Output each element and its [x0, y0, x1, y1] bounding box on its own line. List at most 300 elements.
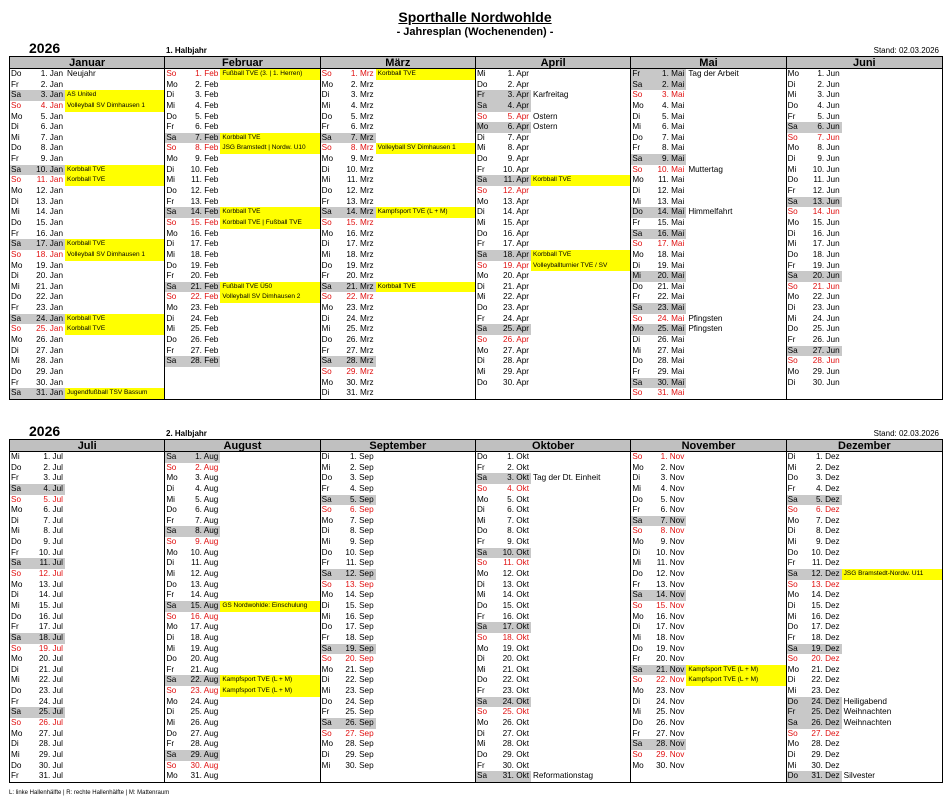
day-date: 31. Jan — [30, 388, 65, 399]
weekday: Di — [476, 579, 485, 589]
day-row — [10, 537, 164, 548]
weekday: Sa — [321, 644, 341, 655]
day-row — [631, 261, 785, 272]
day-row — [631, 495, 785, 506]
day-note — [531, 495, 630, 506]
weekday: Mi — [787, 537, 797, 547]
weekday: So — [632, 452, 643, 461]
day-row — [787, 569, 942, 580]
day-note — [531, 154, 630, 165]
day-row — [10, 590, 164, 601]
day-date: 13. Aug — [190, 579, 219, 589]
weekday: Mi — [476, 590, 486, 600]
weekday: Sa — [631, 80, 651, 91]
day-note — [220, 633, 319, 644]
day-row — [10, 675, 164, 686]
day-date: 24. Okt — [496, 697, 531, 708]
day-date: 4. Feb — [195, 100, 219, 110]
day-note — [220, 452, 319, 463]
day-date: 27. Nov — [656, 728, 685, 738]
day-note — [531, 207, 630, 218]
day-note — [842, 633, 942, 644]
weekday: Di — [321, 749, 330, 759]
month-name: Februar — [165, 57, 319, 69]
day-note — [531, 590, 630, 601]
day-date: 22. Mai — [657, 292, 685, 302]
weekday: Mi — [321, 537, 331, 547]
day-row — [476, 452, 630, 463]
weekday: Mo — [11, 654, 23, 664]
day-row — [476, 505, 630, 516]
day-note — [65, 292, 164, 303]
day-note — [842, 186, 942, 197]
day-date: 5. Sep — [341, 495, 376, 506]
day-date: 3. Mai — [662, 90, 685, 100]
day-row — [165, 261, 319, 272]
day-row — [10, 484, 164, 495]
stand-date: Stand: 02.03.2026 — [873, 429, 939, 438]
day-date: 27. Jul — [38, 728, 63, 738]
day-date: 7. Apr — [507, 132, 529, 142]
day-date: 2. Jun — [817, 79, 840, 89]
day-date: 8. Jun — [817, 143, 840, 153]
day-date: 13. Jun — [807, 197, 842, 208]
day-row — [165, 165, 319, 176]
day-row — [787, 537, 942, 548]
day-row — [165, 665, 319, 676]
day-date: 1. Dez — [815, 452, 840, 461]
day-note — [376, 601, 475, 612]
weekday: Do — [787, 547, 799, 557]
day-date: 1. Aug — [185, 452, 220, 463]
weekday: Fr — [11, 303, 19, 313]
day-row — [476, 707, 630, 718]
weekday: Mi — [11, 281, 20, 291]
day-note — [376, 654, 475, 665]
day-row — [631, 686, 785, 697]
day-date: 30. Okt — [502, 760, 529, 770]
weekday: Do — [787, 100, 799, 110]
day-row — [165, 356, 319, 367]
weekday: Mo — [321, 228, 334, 238]
weekday: Mo — [11, 335, 23, 345]
day-row — [321, 133, 475, 144]
weekday: So — [632, 313, 643, 323]
day-note — [842, 282, 942, 293]
weekday: Sa — [165, 601, 185, 612]
day-date: 20. Dez — [811, 654, 840, 664]
day-note — [686, 569, 785, 580]
weekday: So — [11, 494, 22, 504]
weekday: Fr — [11, 622, 19, 632]
day-note — [531, 197, 630, 208]
day-note — [376, 537, 475, 548]
day-note — [686, 463, 785, 474]
day-date: 25. Apr — [496, 324, 531, 335]
day-date: 3. Jan — [30, 90, 65, 101]
day-row — [10, 473, 164, 484]
day-date: 18. Jan — [36, 249, 63, 259]
day-row — [631, 250, 785, 261]
day-row — [165, 473, 319, 484]
weekday: Fr — [321, 196, 330, 206]
weekday: Di — [787, 228, 796, 238]
weekday: So — [476, 483, 487, 493]
weekday: Mi — [476, 292, 486, 302]
day-date: 4. Aug — [195, 483, 219, 493]
day-note: Tag der Dt. Einheit — [532, 473, 601, 483]
day-row — [631, 622, 785, 633]
weekday: So — [787, 207, 798, 217]
weekday: Do — [632, 569, 643, 579]
half-label: 2. Halbjahr — [166, 429, 207, 438]
day-row — [10, 154, 164, 165]
day-row — [165, 303, 319, 314]
weekday: Fr — [631, 69, 651, 80]
day-date: 26. Jul — [38, 718, 63, 728]
day-note — [686, 154, 785, 165]
day-date: 1. Jul — [43, 452, 63, 461]
day-row — [476, 654, 630, 665]
weekday: Di — [11, 271, 19, 281]
day-date: 7. Mrz — [341, 133, 376, 144]
day-row — [10, 207, 164, 218]
day-row — [10, 761, 164, 772]
day-row — [321, 718, 475, 729]
month-column — [476, 440, 631, 782]
month-column — [631, 440, 786, 782]
day-row — [10, 335, 164, 346]
day-date: 29. Nov — [656, 749, 685, 759]
day-note — [376, 697, 475, 708]
day-date: 15. Jul — [38, 600, 63, 610]
day-note — [376, 718, 475, 729]
day-date: 26. Jun — [812, 335, 840, 345]
weekday: Fr — [632, 366, 641, 376]
day-note — [686, 590, 785, 601]
weekday: So — [476, 632, 487, 642]
weekday: Sa — [631, 739, 651, 750]
day-row — [631, 388, 785, 399]
weekday: Fr — [166, 345, 175, 355]
day-date: 21. Sep — [345, 664, 374, 674]
day-row — [321, 601, 475, 612]
day-date: 30. Sep — [345, 760, 374, 770]
day-date: 17. Okt — [496, 622, 531, 633]
day-note — [531, 484, 630, 495]
day-row — [631, 346, 785, 357]
day-row — [787, 197, 942, 208]
day-date: 10. Sep — [345, 547, 374, 557]
day-date: 25. Aug — [190, 707, 219, 717]
day-note — [220, 197, 319, 208]
day-note — [686, 580, 785, 591]
day-date: 25. Dez — [807, 707, 842, 718]
day-date: 20. Okt — [502, 654, 529, 664]
day-date: 11. Jul — [30, 558, 65, 569]
day-note — [220, 335, 319, 346]
weekday: Fr — [166, 196, 175, 206]
weekday: Di — [321, 164, 330, 174]
day-date: 10. Mrz — [346, 164, 374, 174]
weekday: Mi — [321, 324, 331, 334]
day-note — [686, 346, 785, 357]
day-date: 10. Mai — [657, 164, 685, 174]
day-note — [531, 239, 630, 250]
day-note — [686, 686, 785, 697]
day-date: 6. Jul — [43, 505, 63, 515]
day-date: 19. Jul — [38, 643, 63, 653]
day-date: 12. Aug — [190, 569, 219, 579]
weekday: Mi — [632, 483, 641, 493]
day-date: 27. Jun — [807, 346, 842, 357]
day-date: 4. Okt — [507, 483, 529, 493]
day-date: 6. Jan — [40, 122, 63, 132]
weekday: So — [632, 164, 643, 174]
day-row — [787, 367, 942, 378]
day-row — [321, 154, 475, 165]
day-note — [65, 590, 164, 601]
weekday: Fr — [166, 590, 175, 600]
day-note — [842, 378, 942, 389]
weekday: Fr — [476, 611, 485, 621]
weekday: Fr — [166, 739, 175, 749]
day-note — [686, 452, 785, 463]
day-date: 23. Jul — [38, 686, 63, 696]
day-date: 30. Dez — [811, 760, 840, 770]
weekday: Do — [787, 324, 799, 334]
weekday: Mi — [632, 632, 641, 642]
day-row — [10, 165, 164, 176]
weekday: Di — [321, 90, 330, 100]
weekday: So — [787, 356, 798, 366]
day-note — [65, 548, 164, 559]
weekday: Do — [787, 249, 799, 259]
day-note — [220, 739, 319, 750]
legend-footnote: L: linke Hallenhälfte | R: rechte Hallenhälfte | M: Mattenraum — [9, 790, 170, 796]
day-note — [65, 622, 164, 633]
day-note — [686, 250, 785, 261]
day-date: 26. Dez — [807, 718, 842, 729]
weekday: So — [476, 707, 487, 717]
weekday: Mo — [166, 771, 178, 781]
day-row — [787, 473, 942, 484]
weekday: Mo — [476, 494, 489, 504]
weekday: Mo — [321, 79, 334, 89]
day-note — [686, 335, 785, 346]
day-date: 21. Nov — [651, 665, 686, 676]
day-date: 30. Mrz — [346, 377, 374, 387]
day-note — [65, 505, 164, 516]
day-row — [631, 590, 785, 601]
day-row — [165, 133, 319, 144]
day-note — [376, 314, 475, 325]
day-row — [10, 133, 164, 144]
weekday: Do — [787, 473, 799, 483]
day-note — [65, 186, 164, 197]
day-row — [631, 526, 785, 537]
weekday: Di — [11, 122, 19, 132]
day-row — [165, 622, 319, 633]
day-row — [321, 207, 475, 218]
weekday: Di — [166, 483, 175, 493]
weekday: Do — [632, 356, 643, 366]
day-row — [10, 346, 164, 357]
day-date: 25. Sep — [345, 707, 374, 717]
day-row — [165, 601, 319, 612]
day-note: Muttertag — [688, 164, 723, 174]
day-row — [476, 516, 630, 527]
day-date: 6. Dez — [815, 505, 840, 515]
day-note — [376, 750, 475, 761]
day-note — [842, 644, 942, 655]
weekday: Sa — [10, 239, 30, 250]
day-note — [842, 558, 942, 569]
day-row — [787, 601, 942, 612]
weekday: Sa — [631, 378, 651, 389]
day-row — [321, 729, 475, 740]
day-date: 17. Jan — [30, 239, 65, 250]
weekday: Mi — [321, 100, 331, 110]
day-row — [787, 484, 942, 495]
day-date: 8. Feb — [195, 143, 219, 153]
day-row — [10, 229, 164, 240]
day-note — [376, 378, 475, 389]
day-row — [476, 484, 630, 495]
weekday: Sa — [631, 516, 651, 527]
day-row — [476, 356, 630, 367]
stand-date: Stand: 02.03.2026 — [873, 46, 939, 55]
weekday: Di — [787, 675, 796, 685]
weekday: Sa — [631, 303, 651, 314]
day-date: 24. Jan — [30, 314, 65, 325]
day-row — [787, 133, 942, 144]
day-date: 18. Mrz — [346, 249, 374, 259]
day-row — [10, 356, 164, 367]
day-note — [65, 346, 164, 357]
day-note — [376, 80, 475, 91]
day-note — [220, 644, 319, 655]
day-row — [10, 292, 164, 303]
day-note — [65, 665, 164, 676]
day-row — [631, 239, 785, 250]
day-date: 29. Jun — [812, 366, 840, 376]
day-note — [220, 303, 319, 314]
weekday: Fr — [321, 558, 330, 568]
day-row — [321, 165, 475, 176]
day-date: 5. Aug — [195, 494, 219, 504]
weekday: Sa — [787, 346, 807, 357]
day-note — [220, 165, 319, 176]
weekday: Fr — [632, 292, 641, 302]
day-note — [531, 303, 630, 314]
day-date: 6. Nov — [660, 505, 685, 515]
day-row — [165, 112, 319, 123]
day-row — [631, 367, 785, 378]
weekday: Di — [166, 558, 175, 568]
day-date: 16. Okt — [502, 611, 529, 621]
day-note — [686, 495, 785, 506]
day-date: 26. Okt — [502, 718, 529, 728]
day-note: Himmelfahrt — [688, 207, 733, 217]
day-note — [686, 133, 785, 144]
day-row — [476, 197, 630, 208]
day-row — [165, 314, 319, 325]
day-row — [165, 526, 319, 537]
booking-entry: Jugendfußball TSV Bassum — [65, 388, 164, 399]
day-date: 3. Jun — [817, 90, 840, 100]
day-note — [531, 80, 630, 91]
day-date: 16. Nov — [656, 611, 685, 621]
day-note — [376, 101, 475, 112]
day-row — [321, 463, 475, 474]
weekday: So — [11, 324, 22, 334]
day-date: 28. Feb — [185, 356, 220, 367]
weekday: Mo — [632, 760, 644, 770]
weekday: Sa — [10, 388, 30, 399]
day-date: 10. Nov — [656, 547, 685, 557]
day-date: 5. Jan — [40, 111, 63, 121]
weekday: So — [476, 186, 487, 196]
day-note — [842, 292, 942, 303]
weekday: Mo — [787, 292, 800, 302]
day-date: 4. Jul — [30, 484, 65, 495]
weekday: Fr — [11, 473, 19, 483]
weekday: Fr — [11, 228, 19, 238]
day-date: 17. Nov — [656, 622, 685, 632]
day-note — [842, 675, 942, 686]
day-row — [631, 548, 785, 559]
day-date: 1. Feb — [195, 69, 219, 78]
month-column — [10, 440, 165, 782]
day-row — [165, 654, 319, 665]
day-date: 16. Jul — [38, 611, 63, 621]
weekday: Sa — [10, 90, 30, 101]
day-row — [321, 665, 475, 676]
weekday: So — [321, 143, 332, 153]
day-date: 29. Dez — [811, 749, 840, 759]
day-row — [165, 761, 319, 772]
day-date: 19. Mai — [657, 260, 685, 270]
weekday: Mi — [321, 611, 331, 621]
booking-entry: Volleyballturnier TVE / SV — [531, 261, 630, 272]
day-date: 2. Nov — [660, 462, 685, 472]
day-row — [787, 505, 942, 516]
weekday: So — [166, 69, 177, 78]
weekday: Fr — [787, 111, 796, 121]
day-row — [631, 580, 785, 591]
page-subtitle: - Jahresplan (Wochenenden) - — [396, 26, 554, 38]
weekday: Sa — [10, 558, 30, 569]
day-note — [376, 346, 475, 357]
day-row — [10, 495, 164, 506]
weekday: Sa — [321, 718, 341, 729]
weekday: Mo — [11, 111, 23, 121]
weekday: Mo — [476, 643, 489, 653]
day-row — [321, 186, 475, 197]
day-date: 10. Feb — [190, 164, 219, 174]
day-row — [787, 335, 942, 346]
weekday: Fr — [321, 122, 330, 132]
day-note: Karfreitag — [532, 90, 569, 100]
day-date: 28. Aug — [190, 739, 219, 749]
day-row — [787, 686, 942, 697]
weekday: Do — [476, 526, 488, 536]
day-note — [842, 590, 942, 601]
weekday: Sa — [787, 718, 807, 729]
day-note — [220, 463, 319, 474]
day-date: 22. Jun — [812, 292, 840, 302]
